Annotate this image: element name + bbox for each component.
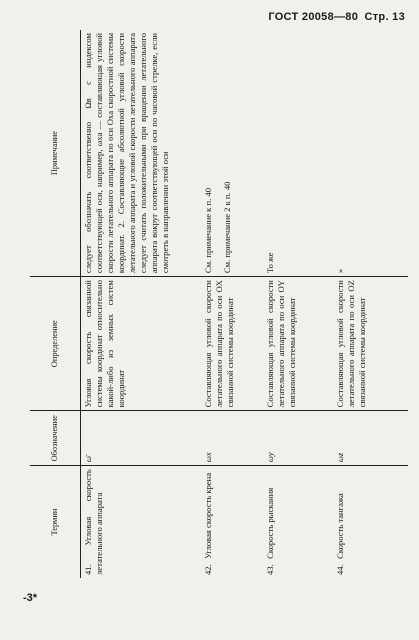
standard-number: ГОСТ 20058—80 [268,11,359,23]
column-header-symbol: Обозначение [30,411,81,466]
note-line: См. примечание 2 к п. 40 [221,181,232,274]
table-row [263,30,333,578]
note-cell [201,30,263,277]
table-row [81,30,201,578]
note-cell: » [333,30,409,277]
term-cell [201,466,263,578]
item-number: 41. [83,564,93,575]
page-header [265,11,405,23]
item-number: 44. [334,564,345,575]
term-cell [263,466,333,578]
table-header-row [30,30,81,578]
item-number: 42. [202,564,213,575]
term-cell [81,466,201,578]
column-header-term: Термин [30,466,81,578]
definition-cell: Составляющая угловой скорости летательного аппарата по оси OX связанной системы координат [201,277,263,411]
term-text: Угловая скорость крена [202,472,213,559]
symbol-cell: ωx [201,411,263,466]
note-cell: То же [263,30,333,277]
column-header-definition: Определение [30,277,81,411]
symbol-cell: ωy [263,411,333,466]
table-row [201,30,263,578]
page-number: Стр. 13 [364,11,405,23]
terms-table [30,30,408,578]
symbol-cell: ωz [333,411,409,466]
term-text: Скорость тангажа [334,493,345,559]
sheet-mark: -3* [23,592,38,604]
term-cell [333,466,409,578]
symbol-cell: ω̄ [81,411,201,466]
note-line: См. примечание к п. 40 [202,188,213,274]
note-cell: следует обозначать соответственно Ωв с индексом соответствующей оси, например, ωxа — составляющая угловой скорости летательного аппарата по оси Oxa скоростной системы координат. 2. Составляющие абсолютной угловой скорости летательного аппарата и угловой скорости летательного аппарата следует считать положительными при вращении летательного аппарата вокруг соответствующей оси по часовой стрелке, если смотреть в направлении этой оси [81,30,201,277]
definition-cell: Угловая скорость связанной системы координат относительно какой-либо из земных систем координат [81,277,201,411]
item-number: 43. [264,564,275,575]
definition-cell: Составляющая угловой скорости летательного аппарата по оси OZ связанной системы координат [333,277,409,411]
rotated-table-block [30,30,408,578]
definition-cell: Составляющая угловой скорости летательного аппарата по оси OY связанной системы координат [263,277,333,411]
table-row [333,30,409,578]
term-text: Угловая скорость летательного аппарата [83,469,104,575]
term-text: Скорость рыскания [264,487,275,559]
column-header-note: Примечание [30,30,81,277]
